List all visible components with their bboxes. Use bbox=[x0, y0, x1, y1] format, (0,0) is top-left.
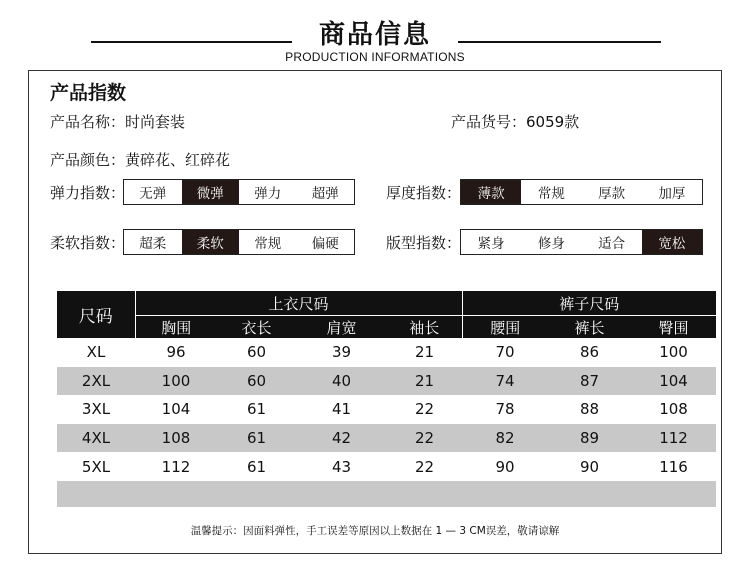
table-cell: 112 bbox=[161, 457, 191, 476]
blank-cell bbox=[57, 481, 716, 507]
table-cell: 61 bbox=[217, 424, 296, 453]
table-cell: 100 bbox=[135, 367, 217, 396]
table-cell: 21 bbox=[387, 367, 462, 396]
elasticity-option: 超弹 bbox=[311, 186, 339, 202]
table-cell: 40 bbox=[296, 367, 387, 396]
table-cell: 112 bbox=[631, 424, 716, 453]
table-cell: 108 bbox=[659, 400, 688, 419]
thickness-scale bbox=[460, 179, 703, 205]
elasticity-scale bbox=[123, 179, 355, 205]
table-cell: 60 bbox=[246, 343, 267, 362]
column-header: 衣长 bbox=[217, 316, 296, 339]
column-header: 腰围 bbox=[462, 316, 548, 339]
product-sku: 产品货号：6059款 bbox=[451, 113, 580, 131]
thickness-option: 加厚 bbox=[658, 186, 686, 202]
size-cell: 4XL bbox=[57, 424, 135, 453]
table-cell: 60 bbox=[217, 367, 296, 396]
elasticity-option-selected: 微弹 bbox=[182, 180, 240, 204]
softness-scale bbox=[123, 229, 355, 255]
softness-option: 偏硬 bbox=[311, 236, 339, 252]
thickness-option-selected: 薄款 bbox=[461, 180, 521, 204]
fit-option: 适合 bbox=[598, 236, 626, 252]
table-cell: 96 bbox=[166, 343, 186, 362]
table-cell: 82 bbox=[462, 424, 548, 453]
thickness-option: 常规 bbox=[537, 186, 565, 202]
table-cell: 61 bbox=[246, 400, 267, 419]
fit-label: 版型指数： bbox=[386, 234, 462, 252]
thickness-option: 厚款 bbox=[598, 186, 626, 202]
elasticity-option: 弹力 bbox=[254, 186, 282, 202]
table-row bbox=[57, 367, 716, 396]
table-blank-row bbox=[57, 481, 716, 507]
table-header-row bbox=[57, 291, 716, 316]
table-cell: 88 bbox=[579, 400, 600, 419]
table-cell: 90 bbox=[495, 457, 515, 476]
size-column-header: 尺码 bbox=[57, 291, 135, 338]
size-cell: 5XL bbox=[81, 457, 111, 476]
table-cell: 22 bbox=[387, 424, 462, 453]
table-cell: 21 bbox=[414, 343, 435, 362]
table-cell: 116 bbox=[659, 457, 688, 476]
fit-option-selected: 宽松 bbox=[642, 230, 702, 254]
column-header: 胸围 bbox=[135, 316, 217, 339]
table-cell: 87 bbox=[548, 367, 631, 396]
size-table bbox=[57, 291, 716, 507]
pants-size-group-header: 裤子尺码 bbox=[462, 291, 716, 316]
table-cell: 90 bbox=[579, 457, 600, 476]
table-cell: 39 bbox=[331, 343, 352, 362]
table-cell: 43 bbox=[331, 457, 352, 476]
column-header: 臀围 bbox=[631, 316, 716, 339]
page-title: 商品信息 bbox=[318, 20, 431, 50]
table-cell: 104 bbox=[631, 367, 716, 396]
softness-option: 常规 bbox=[254, 236, 282, 252]
column-header: 肩宽 bbox=[296, 316, 387, 339]
page-subtitle: PRODUCTION INFORMATIONS bbox=[285, 50, 465, 64]
table-cell: 86 bbox=[579, 343, 600, 362]
size-cell: 2XL bbox=[57, 367, 135, 396]
softness-option: 超柔 bbox=[139, 236, 167, 252]
product-color: 产品颜色：黄碎花、红碎花 bbox=[50, 151, 231, 169]
fit-scale bbox=[460, 229, 703, 255]
section-title: 产品指数 bbox=[50, 82, 127, 104]
table-cell: 70 bbox=[495, 343, 515, 362]
thickness-label: 厚度指数： bbox=[386, 184, 462, 202]
size-cell: XL bbox=[86, 343, 106, 362]
table-cell: 100 bbox=[659, 343, 688, 362]
table-cell: 108 bbox=[135, 424, 217, 453]
table-row bbox=[57, 338, 716, 367]
table-cell: 42 bbox=[296, 424, 387, 453]
softness-label: 柔软指数： bbox=[50, 234, 126, 252]
size-cell: 3XL bbox=[81, 400, 111, 419]
fit-option: 紧身 bbox=[477, 236, 505, 252]
table-subheader-row bbox=[57, 316, 716, 339]
table-row bbox=[57, 424, 716, 453]
column-header: 裤长 bbox=[548, 316, 631, 339]
table-cell: 74 bbox=[462, 367, 548, 396]
table-cell: 22 bbox=[414, 400, 435, 419]
table-row bbox=[57, 395, 716, 424]
table-cell: 104 bbox=[161, 400, 191, 419]
product-name: 产品名称：时尚套装 bbox=[50, 113, 186, 131]
top-size-group-header: 上衣尺码 bbox=[135, 291, 462, 316]
table-cell: 41 bbox=[331, 400, 352, 419]
fit-option: 修身 bbox=[537, 236, 565, 252]
table-row bbox=[57, 452, 716, 481]
elasticity-option: 无弹 bbox=[139, 186, 167, 202]
table-cell: 78 bbox=[495, 400, 515, 419]
table-cell: 22 bbox=[414, 457, 435, 476]
softness-option-selected: 柔软 bbox=[182, 230, 240, 254]
table-cell: 89 bbox=[548, 424, 631, 453]
elasticity-label: 弹力指数： bbox=[50, 184, 126, 202]
column-header: 袖长 bbox=[387, 316, 462, 339]
footnote: 温馨提示：因面料弹性，手工误差等原因以上数据在 1 — 3 CM误差，敬请谅解 bbox=[190, 525, 560, 537]
table-cell: 61 bbox=[246, 457, 267, 476]
